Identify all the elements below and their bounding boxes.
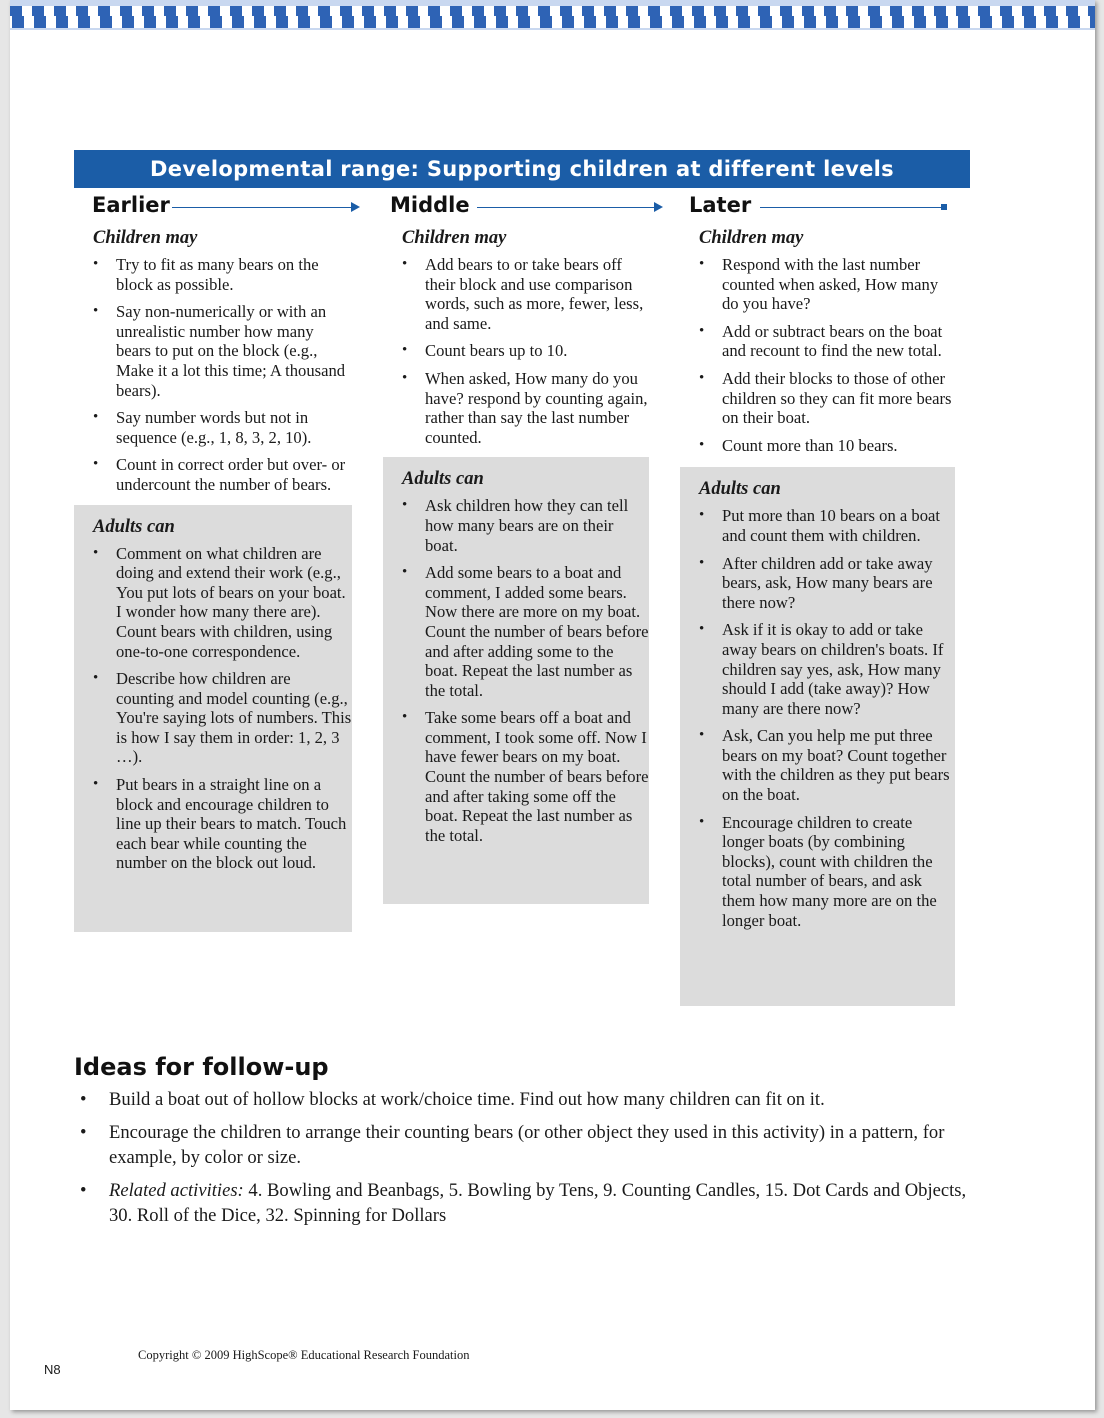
list-item: • Count bears up to 10. [383, 341, 649, 361]
page-number: N8 [44, 1362, 61, 1377]
related-activities-text: 4. Bowling and Beanbags, 5. Bowling by Tens, 9. Counting Candles, 15. Dot Cards and Objects, 30. Roll of the Dice, 32. Spinning for Dollars [109, 1180, 967, 1226]
heading-later: Later [689, 193, 752, 217]
list-item: • Add or subtract bears on the boat and recount to find the new total. [680, 322, 955, 361]
list-item: • Add bears to or take bears off their block and use comparison words, such as more, fewer, less, and same. [383, 255, 649, 333]
list-item: • Comment on what children are doing and extend their work (e.g., You put lots of bears on your boat. I wonder how many there are). Count bears with children, using one-to-one correspondence. [74, 544, 352, 662]
related-activities-item [74, 1178, 984, 1228]
list-item: • When asked, How many do you have? respond by counting again, rather than say the last number counted. [383, 369, 649, 447]
children-list [680, 255, 955, 455]
adults-list [74, 544, 352, 874]
column-middle [383, 228, 649, 904]
page [10, 0, 1095, 1410]
developmental-range-banner: Developmental range: Supporting children at different levels [74, 150, 970, 188]
list-item: • Count in correct order but over- or undercount the number of bears. [74, 455, 352, 494]
adults-box [74, 505, 352, 932]
list-item: • Take some bears off a boat and comment, I took some off. Now I have fewer bears on my boat. Count the number of bears before and after taking some off the boat. Repeat the last number as the total. [383, 708, 649, 845]
list-item: • Describe how children are counting and model counting (e.g., You're saying lots of numbers. This is how I say them in order: 1, 2, 3 …). [74, 669, 352, 767]
list-item: • Respond with the last number counted when asked, How many do you have? [680, 255, 955, 314]
ideas-list [74, 1087, 984, 1236]
list-item: • Put more than 10 bears on a boat and count them with children. [680, 506, 955, 545]
list-item: • Encourage the children to arrange their counting bears (or other object they used in this activity) in a pattern, for example, by color or size. [74, 1120, 984, 1170]
checkered-border [10, 0, 1095, 30]
column-earlier [74, 228, 352, 932]
adults-list [383, 496, 649, 845]
children-may-label: Children may [402, 228, 507, 248]
list-item: • Say number words but not in sequence (e.g., 1, 8, 3, 2, 10). [74, 408, 352, 447]
adults-box [383, 457, 649, 904]
adults-can-label: Adults can [402, 469, 484, 490]
copyright: Copyright © 2009 HighScope® Educational Research Foundation [138, 1348, 470, 1362]
children-may-label: Children may [699, 228, 804, 248]
list-item: • Put bears in a straight line on a block and encourage children to line up their bears to match. Touch each bear while counting the number on the block out loud. [74, 775, 352, 873]
arrow-later-icon [760, 207, 944, 208]
list-item: • Try to fit as many bears on the block as possible. [74, 255, 352, 294]
column-later [680, 228, 955, 1006]
list-item: • After children add or take away bears, ask, How many bears are there now? [680, 554, 955, 613]
children-list [74, 255, 352, 495]
list-item: • Ask if it is okay to add or take away bears on children's boats. If children say yes, ask, How many should I add (take away)? How many are there now? [680, 620, 955, 718]
list-item: • Count more than 10 bears. [680, 436, 955, 456]
list-item: • Ask children how they can tell how many bears are on their boat. [383, 496, 649, 555]
list-item: • Build a boat out of hollow blocks at work/choice time. Find out how many children can fit on it. [74, 1087, 984, 1112]
adults-can-label: Adults can [699, 479, 781, 500]
list-item: • Ask, Can you help me put three bears on my boat? Count together with the children as they put bears on the boat. [680, 726, 955, 804]
children-may-label: Children may [93, 228, 198, 248]
adults-box [680, 467, 955, 1006]
heading-middle: Middle [390, 193, 470, 217]
related-activities-label: Related activities: [109, 1180, 244, 1201]
list-item: • Encourage children to create longer boats (by combining blocks), count with children the total number of bears, and ask them how many more are on the longer boat. [680, 813, 955, 931]
list-item: • Say non-numerically or with an unrealistic number how many bears to put on the block (e.g., Make it a lot this time; A thousand bears). [74, 302, 352, 400]
list-item: • Add some bears to a boat and comment, I added some bears. Now there are more on my boat. Count the number of bears before and after adding some to the boat. Repeat the last number as the total. [383, 563, 649, 700]
ideas-title: Ideas for follow-up [74, 1053, 329, 1081]
list-item: • Add their blocks to those of other children so they can fit more bears on their boat. [680, 369, 955, 428]
arrow-earlier-icon [172, 207, 358, 208]
arrow-middle-icon [477, 207, 661, 208]
heading-earlier: Earlier [92, 193, 170, 217]
adults-list [680, 506, 955, 930]
adults-can-label: Adults can [93, 516, 175, 537]
children-list [383, 255, 649, 447]
